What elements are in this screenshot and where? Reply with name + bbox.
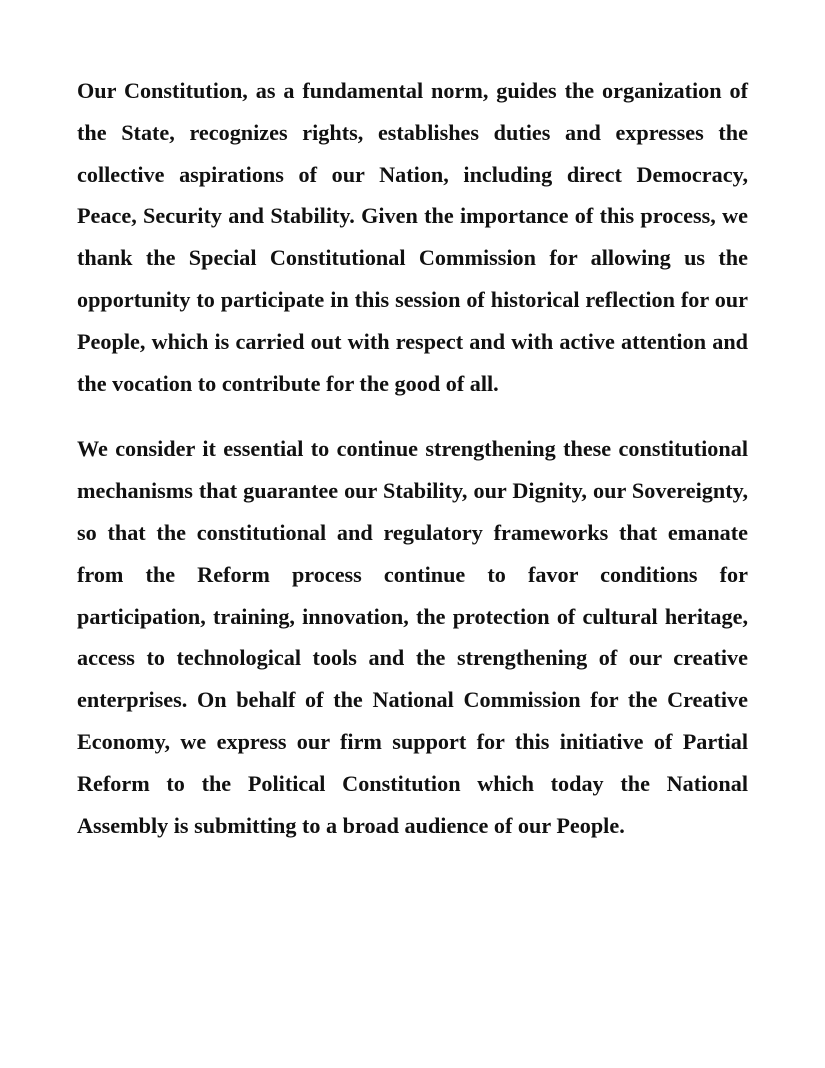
paragraph-constitution-norm: Our Constitution, as a fundamental norm, guides the organization of the State, recognizes rights, establishes duties and expresses the collective aspirations of our Nation, including direct Democracy, Peace, Security and Stability. Given the importance of this process, we thank the Special Constitutional Commission for allowing us the opportunity to participate in this session of historical reflection for our People, which is carried out with respect and with active attention and the vocation to contribute for the good of all. <box>77 78 748 396</box>
paragraph-support-reform: We consider it essential to continue strengthening these constitutional mechanisms that guarantee our Stability, our Dignity, our Sovereignty, so that the constitutional and regulatory frameworks that emanate from the Reform process continue to favor conditions for participation, training, innovation, the protection of cultural heritage, access to technological tools and the strengthening of our creative enterprises. On behalf of the National Commission for the Creative Economy, we express our firm support for this initiative of Partial Reform to the Political Constitution which today the National Assembly is submitting to a broad audience of our People. <box>77 436 748 838</box>
